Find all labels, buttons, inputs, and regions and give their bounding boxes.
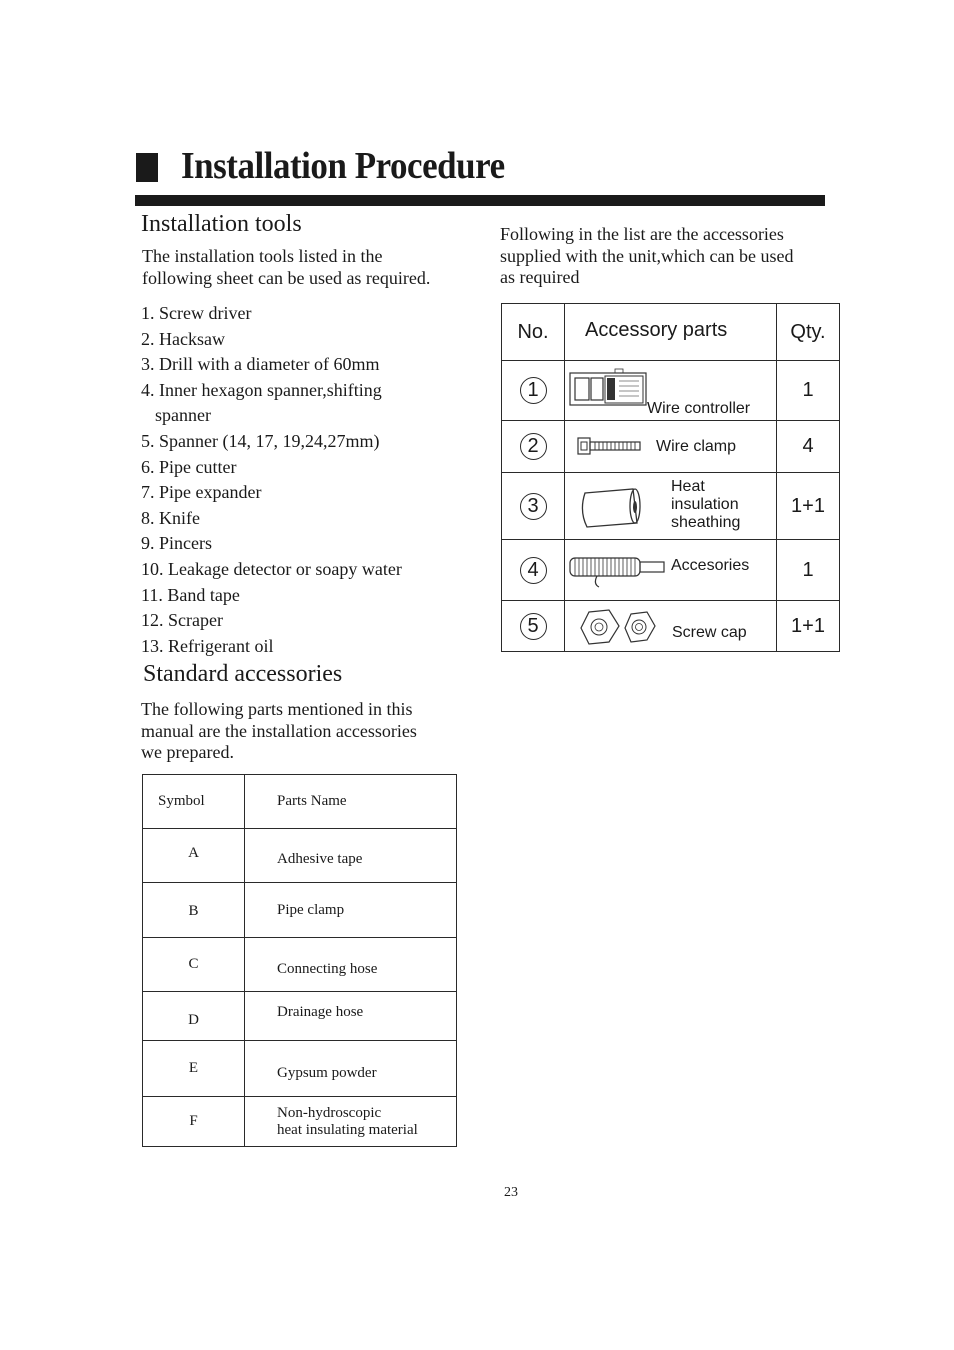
accessories-intro-line: Following in the list are the accessories <box>500 224 784 244</box>
tools-heading: Installation tools <box>141 211 302 237</box>
title-marker <box>136 153 158 182</box>
table-row <box>502 361 840 421</box>
page-title: Installation Procedure <box>181 145 505 187</box>
part-name <box>671 478 740 532</box>
no-header: No. <box>502 304 565 361</box>
row-number-circle: 1 <box>520 377 547 404</box>
row-number <box>502 540 565 601</box>
row-number <box>502 361 565 421</box>
insulation-sheath-icon <box>577 487 643 529</box>
wire-controller-icon <box>569 367 649 411</box>
table-row <box>502 421 840 473</box>
qty-header: Qty. <box>777 304 840 361</box>
symbol-cell: E <box>143 1041 245 1097</box>
tool-item: 3. Drill with a diameter of 60mm <box>141 354 380 375</box>
table-row <box>502 473 840 540</box>
table-header-row <box>502 304 840 361</box>
tool-item: 11. Band tape <box>141 584 240 605</box>
table-row <box>502 540 840 601</box>
part-name: Wire controller <box>647 400 751 417</box>
part-cell <box>565 361 777 421</box>
symbol-cell: A <box>143 829 245 883</box>
tools-list <box>141 301 402 659</box>
symbol-cell: D <box>143 992 245 1041</box>
table-header-row <box>143 775 457 829</box>
row-number-circle: 3 <box>520 493 547 520</box>
tool-item: 5. Spanner (14, 17, 19,24,27mm) <box>141 430 380 451</box>
qty-cell: 1 <box>777 361 840 421</box>
symbol-cell: F <box>143 1097 245 1147</box>
standard-intro-line: The following parts mentioned in this <box>141 699 413 719</box>
part-name-line: sheathing <box>671 514 741 531</box>
row-number-circle: 4 <box>520 557 547 584</box>
accessories-intro <box>500 224 793 289</box>
qty-cell: 1 <box>777 540 840 601</box>
tool-item: 9. Pincers <box>141 533 212 554</box>
accessories-intro-line: supplied with the unit,which can be used <box>500 245 794 266</box>
standard-intro <box>141 699 417 764</box>
part-name-line: insulation <box>671 496 739 513</box>
row-number-circle: 2 <box>520 433 547 460</box>
symbol-cell: C <box>143 938 245 992</box>
name-cell: Drainage hose <box>245 992 457 1041</box>
standard-intro-line: manual are the installation accessories <box>141 720 417 741</box>
tool-item: 1. Screw driver <box>141 303 252 323</box>
parts-name-header: Parts Name <box>245 775 457 829</box>
table-row <box>502 601 840 652</box>
tool-item: 4. Inner hexagon spanner,shifting <box>141 379 382 400</box>
table-row <box>143 992 457 1041</box>
name-cell: Pipe clamp <box>245 883 457 938</box>
row-number <box>502 421 565 473</box>
row-number <box>502 601 565 652</box>
qty-cell: 4 <box>777 421 840 473</box>
hex-nut-icon <box>579 608 659 646</box>
symbol-cell: B <box>143 883 245 938</box>
tool-item: 13. Refrigerant oil <box>141 635 274 656</box>
tools-intro <box>142 246 430 289</box>
table-row <box>143 938 457 992</box>
table-row <box>143 1041 457 1097</box>
part-cell <box>565 540 777 601</box>
page-number: 23 <box>504 1185 518 1200</box>
part-cell <box>565 473 777 540</box>
accessory-parts-header: Accessory parts <box>565 304 777 361</box>
part-name: Screw cap <box>672 624 747 641</box>
accessories-intro-line: as required <box>500 267 580 287</box>
tools-intro-line: following sheet can be used as required. <box>142 267 431 288</box>
part-name: Accesories <box>671 557 750 574</box>
table-row <box>143 883 457 938</box>
table-row <box>143 829 457 883</box>
table-row <box>143 1097 457 1147</box>
flexible-hose-icon <box>567 554 667 588</box>
part-cell <box>565 601 777 652</box>
name-cell: Gypsum powder <box>245 1041 457 1097</box>
tool-item: 12. Scraper <box>141 610 223 631</box>
symbol-header: Symbol <box>143 775 245 829</box>
tool-item: 6. Pipe cutter <box>141 456 237 477</box>
tool-item: 2. Hacksaw <box>141 328 225 349</box>
title-rule <box>135 195 825 206</box>
qty-cell: 1+1 <box>777 601 840 652</box>
tool-item: 10. Leakage detector or soapy water <box>141 558 402 579</box>
row-number-circle: 5 <box>520 613 547 640</box>
part-cell <box>565 421 777 473</box>
tool-item: spanner <box>155 405 211 426</box>
tools-intro-line: The installation tools listed in the <box>142 246 383 266</box>
name-line: heat insulating material <box>277 1121 418 1138</box>
tool-item: 7. Pipe expander <box>141 482 262 503</box>
name-line: Non-hydroscopic <box>277 1104 382 1121</box>
tool-item: 8. Knife <box>141 507 200 528</box>
standard-heading: Standard accessories <box>143 661 343 687</box>
part-name-line: Heat <box>671 478 705 495</box>
accessory-parts-table <box>501 303 840 652</box>
row-number <box>502 473 565 540</box>
name-cell <box>245 1097 457 1147</box>
part-name: Wire clamp <box>656 438 737 455</box>
name-cell: Adhesive tape <box>245 829 457 883</box>
qty-cell: 1+1 <box>777 473 840 540</box>
name-cell: Connecting hose <box>245 938 457 992</box>
standard-accessories-table <box>142 774 457 1147</box>
standard-intro-line: we prepared. <box>141 742 234 762</box>
wire-clamp-icon <box>577 436 643 458</box>
